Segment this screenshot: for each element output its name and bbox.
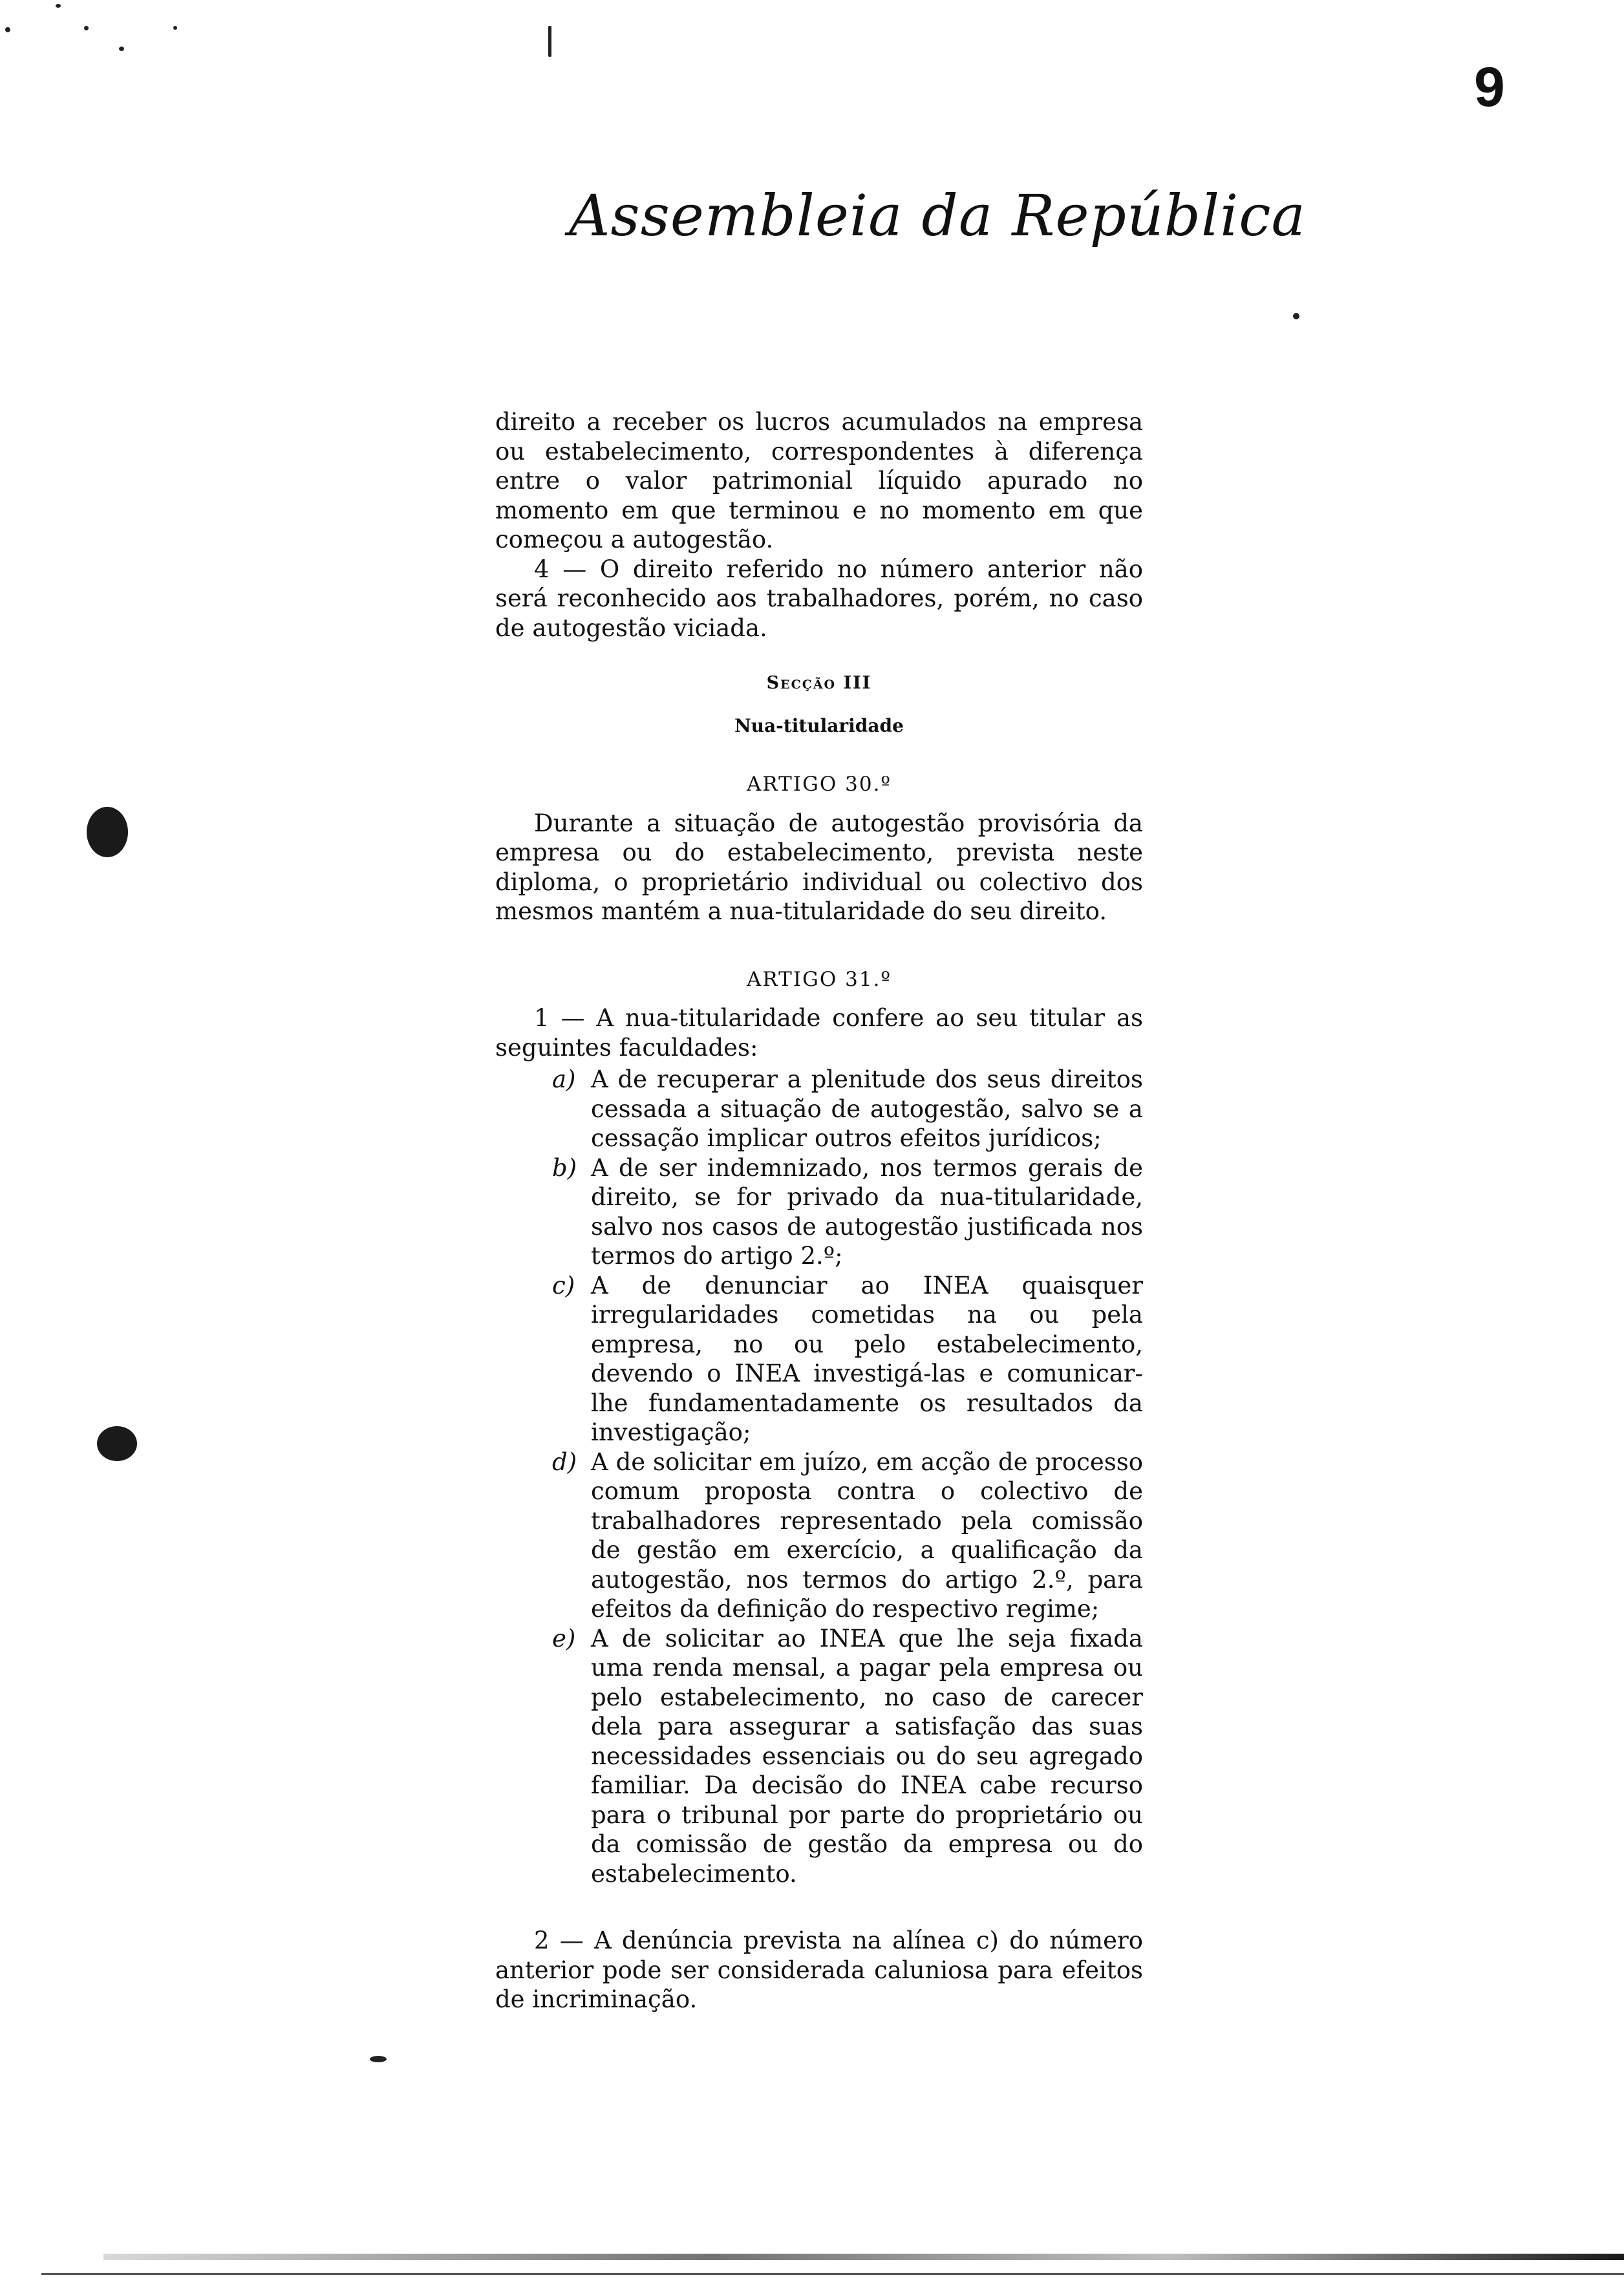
list-item-c [552,1271,1143,1447]
scan-speck [56,4,61,8]
article-31-label: ARTIGO 31.º [746,967,892,991]
list-marker-d: d) [552,1447,577,1476]
section-title: Nua-titularidade [734,714,904,736]
intro-paragraph: direito a receber os lucros acumulados na empresa ou estabelecimento, correspondentes à diferença entre o valor patrimonial líquido apurado no momento em que terminou e no momento em que começou a autogestão. [495,408,1143,553]
assembleia-logo: Assembleia da República [569,182,1307,249]
list-marker-c: c) [552,1271,575,1299]
scan-speck [1293,313,1299,319]
list-marker-a: a) [552,1065,576,1093]
section-label: Secção III [766,673,872,693]
list-item-d [552,1447,1143,1624]
scan-edge-bar [103,2254,1624,2260]
scan-speck [5,27,10,32]
article-31-paragraph-1: 1 — A nua-titularidade confere ao seu titular as seguintes faculdades: [495,1004,1143,1062]
punch-hole-top [87,807,128,857]
page-number: 9 [1474,56,1505,118]
list-marker-e: e) [552,1624,576,1652]
scan-speck [84,26,89,30]
list-item-a [552,1065,1143,1153]
list-marker-b: b) [552,1153,577,1182]
scan-edge-line [41,2273,1624,2275]
list-text-b: A de ser indemnizado, nos termos gerais de direito, se for privado da nua-titularidade, salvo nos casos de autogestão justificada nos termos do artigo 2.º; [591,1153,1143,1270]
scan-speck [548,26,551,57]
list-item-e [552,1624,1143,1889]
list-text-d: A de solicitar em juízo, em acção de processo comum proposta contra o colectivo de trabalhadores representado pela comissão de gestão em exercício, a qualificação da autogestão, nos termos do artigo 2.º, para efeitos da definição do respectivo regime; [591,1447,1143,1623]
faculties-list [495,1065,1143,1888]
intro-paragraph-4: 4 — O direito referido no número anterior não será reconhecido aos trabalhadores, porém, no caso de autogestão viciada. [495,555,1143,642]
article-30-text: Durante a situação de autogestão provisória da empresa ou do estabelecimento, prevista neste diploma, o proprietário individual ou colectivo dos mesmos mantém a nua-titularidade do seu direito. [495,809,1143,925]
list-text-c: A de denunciar ao INEA quaisquer irregularidades cometidas na ou pela empresa, no ou pelo estabelecimento, devendo o INEA investigá-las e comunicar-lhe fundamentadamente os resultados da investigação; [591,1271,1143,1446]
article-31-paragraph-2: 2 — A denúncia prevista na alínea c) do número anterior pode ser considerada caluniosa para efeitos de incriminação. [495,1927,1143,2013]
scan-speck [370,2056,387,2062]
document-body [495,407,1143,2014]
list-text-e: A de solicitar ao INEA que lhe seja fixada uma renda mensal, a pagar pela empresa ou pelo estabelecimento, no caso de carecer dela para assegurar a satisfação das suas necessidades essenciais ou do seu agregado familiar. Da decisão do INEA cabe recurso para o tribunal por parte do proprietário ou da comissão de gestão da empresa ou do estabelecimento. [591,1624,1143,1888]
list-text-a: A de recuperar a plenitude dos seus direitos cessada a situação de autogestão, salvo se a cessação implicar outros efeitos jurídicos; [591,1065,1143,1152]
article-30-label: ARTIGO 30.º [746,773,892,796]
scan-speck [173,26,177,30]
punch-hole-bottom [97,1426,137,1461]
scan-speck [119,47,124,51]
list-item-b [552,1153,1143,1271]
